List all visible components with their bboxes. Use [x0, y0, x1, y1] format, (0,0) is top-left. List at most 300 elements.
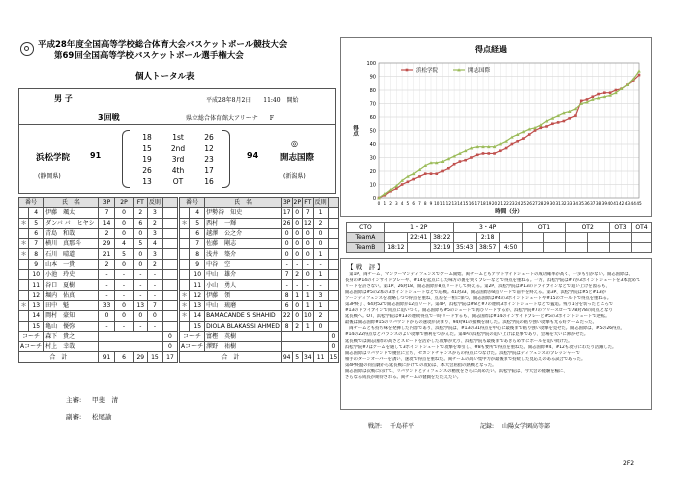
x-tick-label: 44 [630, 201, 636, 206]
page-number: 2F2 [623, 460, 635, 467]
player-name: 田中 魁 [44, 300, 99, 310]
col-3p: 3P [98, 198, 115, 208]
cto-label: CTO [347, 223, 385, 233]
legend-marker [406, 69, 409, 72]
player-fouls [328, 249, 339, 259]
cto-header-row [347, 223, 652, 233]
player-row [180, 259, 339, 269]
player-fouls [328, 259, 339, 269]
staff-row [19, 342, 178, 352]
period-score-b: 26 [204, 133, 214, 142]
col-2p: 2P [293, 199, 301, 207]
player-row [180, 270, 339, 280]
x-tick-label: 40 [607, 201, 613, 206]
player-name: 小池 玲史 [44, 270, 99, 280]
player-row [19, 208, 178, 218]
player-row [19, 218, 178, 228]
cto-cell [384, 233, 407, 243]
col-3p: 3P [282, 199, 291, 207]
x-tick-label: 2 [389, 201, 392, 206]
player-fouls [162, 208, 177, 218]
player-fouls [328, 300, 339, 310]
cto-cell [566, 233, 588, 243]
player-3p: 0 [292, 311, 302, 321]
data-point [637, 69, 641, 72]
x-tick-label: 37 [590, 201, 596, 206]
player-fouls [162, 321, 177, 331]
player-ft: 2 [147, 259, 162, 269]
player-2p: 6 [133, 218, 147, 228]
starter-mark: ＊ [180, 300, 190, 310]
period-label: 3rd [171, 155, 185, 164]
player-2p: 1 [302, 321, 313, 331]
player-points: 29 [98, 239, 115, 249]
player-fouls [162, 218, 177, 228]
player-points: 0 [281, 249, 292, 259]
x-tick-label: 39 [601, 201, 608, 206]
x-tick-label: 36 [584, 201, 590, 206]
cto-row [347, 243, 652, 253]
review-line: 最後は開志国際#15のリバウンドからの速攻が決まり、94対91の接戦を制した。浜松学院の粘り強い攻撃も光る好ゲームだった。 [345, 320, 597, 326]
staff-row [180, 342, 339, 352]
cto-cell [588, 233, 610, 243]
review-text [345, 272, 649, 409]
total-ft: 11 [313, 352, 328, 362]
x-tick-label: 32 [561, 201, 567, 206]
x-tick-label: 27 [532, 201, 538, 206]
chart-title: 得点経過 [475, 45, 507, 54]
x-tick-label: 3 [394, 201, 398, 206]
x-tick-label: 22 [503, 201, 509, 206]
player-row [180, 290, 339, 300]
staff-role: Aコーチ [20, 343, 43, 351]
starter-mark [180, 239, 190, 249]
period-row [136, 165, 220, 176]
player-name: 小山 勇人 [205, 280, 282, 290]
winner-mark: ◎ [291, 139, 298, 148]
data-point [487, 152, 490, 155]
player-fouls [328, 311, 339, 321]
period-row [136, 154, 220, 165]
player-row [19, 270, 178, 280]
total-label: 合 計 [19, 352, 99, 362]
data-point [516, 140, 519, 143]
col-name: 氏 名 [44, 198, 99, 208]
starter-mark [180, 249, 190, 259]
data-point [534, 129, 537, 132]
player-number: 4 [29, 208, 44, 218]
cto-cell: 38:22 [430, 233, 453, 243]
review-line [345, 405, 649, 409]
cto-cell [522, 233, 544, 243]
x-tick-label: 18 [480, 201, 486, 206]
player-number: 4 [190, 208, 205, 218]
player-ft: 7 [147, 300, 162, 310]
period-row [136, 176, 220, 187]
staff-role: コーチ [19, 331, 44, 341]
venue: 県立総合体育館大アリーナ F [186, 115, 274, 122]
staff-blank [281, 331, 328, 341]
team-b-name: 開志国際 [280, 153, 315, 163]
player-number: 6 [190, 228, 205, 238]
starter-mark: ＊ [180, 290, 190, 300]
team-a-total: 91 [90, 151, 102, 160]
player-points: 0 [281, 239, 292, 249]
staff-blank [98, 342, 162, 352]
player-name: 青島 和哉 [44, 228, 99, 238]
y-tick-label: 70 [369, 101, 376, 108]
data-point [574, 114, 577, 117]
player-fouls [162, 270, 177, 280]
stats-header-row [180, 198, 339, 208]
series-line [379, 75, 639, 198]
cto-half-2: 3・4P [453, 223, 522, 233]
player-fouls [328, 228, 339, 238]
player-name: DIOLA BLAKASSI AHMED [206, 322, 280, 330]
starter-mark: ＊ [19, 300, 29, 310]
staff-role: Aコーチ [181, 343, 204, 351]
col-extra [328, 198, 339, 208]
cto-cell [631, 243, 651, 253]
col-name: 氏 名 [205, 198, 282, 208]
staff-name: 澤野 祐樹 [205, 342, 282, 352]
player-points: 2 [98, 228, 115, 238]
title-line-2: 第69回全国高等学校バスケットボール選手権大会 [54, 51, 244, 61]
period-score-a: 18 [142, 133, 152, 142]
col-ft: FT [133, 198, 147, 208]
period-row [136, 132, 220, 143]
player-fouls [328, 321, 339, 331]
player-points: 21 [98, 249, 115, 259]
left-brace [122, 130, 130, 188]
starter-mark [180, 208, 190, 218]
x-tick-label: 12 [445, 201, 452, 206]
data-point [435, 172, 438, 175]
player-name: 伊藤 領 [205, 290, 282, 300]
cto-cell: 18:12 [384, 243, 407, 253]
player-3p: 0 [115, 218, 133, 228]
chief-referee: 甲斐 清 [92, 396, 118, 404]
player-row [180, 239, 339, 249]
x-tick-label: 6 [412, 201, 416, 206]
player-points: 17 [282, 209, 291, 217]
x-tick-label: 33 [566, 201, 573, 206]
data-point [568, 117, 571, 120]
player-fouls [328, 290, 339, 300]
player-number: 15 [190, 321, 205, 331]
starter-mark [180, 259, 190, 269]
x-tick-label: 38 [595, 201, 602, 206]
total-3p: 5 [292, 352, 302, 362]
player-name: BAMACANDE S SHAHID [205, 311, 282, 321]
starter-mark [19, 321, 29, 331]
player-ft: - [147, 290, 162, 300]
data-point [476, 154, 479, 157]
starter-mark [19, 228, 29, 238]
x-tick-label: 5 [406, 201, 410, 206]
player-fouls [162, 228, 177, 238]
y-tick-label: 100 [366, 61, 376, 67]
total-2p: 34 [303, 353, 312, 361]
player-number: 13 [190, 300, 205, 310]
date-time: 平成28年8月2日 11:40 開始 [206, 97, 299, 104]
y-tick-label: 90 [369, 74, 376, 81]
total-label: 合 計 [180, 352, 282, 362]
player-ft: 3 [147, 228, 162, 238]
total-fouls: 17 [162, 352, 177, 362]
player-3p: 0 [292, 228, 302, 238]
x-tick-label: 26 [526, 201, 532, 206]
player-3p: 0 [115, 208, 133, 218]
player-2p: 0 [133, 259, 147, 269]
review-line: リードを許さない。第1P、26対18、開志国際が8点リードして終える。第2P、浜松学院は#13のドライブインなどで追い上げを図るも、 [345, 284, 610, 290]
staff-blank [281, 342, 328, 352]
x-tick-label: 21 [497, 201, 504, 206]
period-score-b: 16 [204, 177, 214, 186]
player-number: 14 [190, 311, 205, 321]
total-row [19, 352, 178, 362]
player-name: 中山 琉磨 [205, 300, 282, 310]
round: 3回戦 [98, 113, 120, 122]
cto-cell: 32:19 [430, 243, 453, 253]
player-3p: 0 [292, 249, 302, 259]
x-tick-label: 28 [538, 201, 544, 206]
player-2p: 2 [133, 208, 147, 218]
col-number: 番号 [180, 198, 205, 208]
data-point [511, 143, 514, 146]
starter-mark [19, 259, 29, 269]
period-label: OT [172, 177, 184, 186]
player-row [180, 311, 339, 321]
player-2p: - [133, 270, 147, 280]
team-a-pref: (静岡県) [38, 173, 61, 180]
player-number: 9 [29, 259, 44, 269]
cto-cell [610, 243, 632, 253]
player-3p: 1 [292, 290, 302, 300]
player-2p: 1 [302, 300, 313, 310]
player-number: 14 [29, 311, 44, 321]
cto-cell [522, 243, 544, 253]
data-point [418, 175, 421, 178]
total-row [180, 352, 339, 362]
x-tick-label: 29 [543, 201, 550, 206]
player-ft: 1 [313, 270, 328, 280]
right-brace [222, 130, 230, 188]
player-name: 谷口 夏樹 [44, 280, 99, 290]
data-point [551, 122, 554, 125]
recorder-label: 記録: [480, 423, 495, 430]
writer: 千島祥平 [390, 423, 415, 430]
x-tick-label: 24 [514, 201, 521, 206]
data-point [401, 183, 404, 186]
player-points: 0 [98, 311, 115, 321]
cto-team: TeamB [347, 243, 385, 253]
player-number: 11 [190, 280, 205, 290]
chief-referee-label: 主審: [66, 396, 82, 404]
player-points: 6 [281, 300, 292, 310]
starter-mark: ＊ [19, 239, 29, 249]
period-scores [136, 132, 220, 187]
player-row [180, 321, 339, 331]
data-point [597, 93, 600, 96]
player-points: 8 [281, 290, 292, 300]
player-3p: 2 [292, 321, 302, 331]
data-point [407, 181, 410, 184]
cto-cell [407, 243, 430, 253]
y-tick-label: 20 [369, 169, 376, 175]
data-point [470, 156, 473, 159]
period-score-b: 12 [204, 144, 214, 153]
player-2p: 0 [133, 311, 147, 321]
player-points: 14 [98, 218, 115, 228]
col-extra [162, 198, 177, 208]
player-3p: 0 [292, 239, 302, 249]
player-number: 15 [29, 321, 44, 331]
player-number: 12 [190, 290, 205, 300]
player-points: - [281, 259, 292, 269]
data-point [563, 120, 566, 123]
x-tick-label: 8 [423, 201, 427, 206]
player-points: 26 [282, 219, 291, 227]
y-tick-label: 30 [369, 155, 376, 162]
player-ft: 0 [313, 321, 328, 331]
cto-ot3: OT3 [610, 223, 632, 233]
player-3p: 5 [115, 249, 133, 259]
x-tick-label: 14 [457, 201, 463, 206]
cto-half-1: 1・2P [384, 223, 453, 233]
player-row [180, 249, 339, 259]
player-row [180, 208, 339, 218]
player-fouls [162, 300, 177, 310]
staff-fouls: 0 [328, 331, 339, 341]
player-ft: - [147, 280, 162, 290]
data-point [539, 127, 542, 130]
data-point [638, 74, 641, 77]
data-point [522, 137, 525, 140]
period-row [136, 143, 220, 154]
review-line: 長身の#14のインサイドプレーや、#14を起点にした味方の裏を突くプレーなどで得点を重ねる。一方、浜松学院は#7が3ポイントシュートを3本沈めて [345, 278, 641, 284]
y-tick-label: 80 [369, 88, 376, 94]
player-ft: 3 [147, 208, 162, 218]
player-fouls [162, 239, 177, 249]
data-point [499, 149, 502, 152]
player-fouls [328, 239, 339, 249]
player-row [19, 311, 178, 321]
player-row [19, 228, 178, 238]
review-line: #13のドライブインで同点に追いつく。開志国際も#5のシュートで再びリードするが、浜松学院#7のフリースローで78対78の同点となり [345, 308, 613, 314]
staff-fouls: 0 [328, 342, 339, 352]
cto-ot4: OT4 [631, 223, 651, 233]
total-2p: 29 [133, 352, 147, 362]
player-row [180, 228, 339, 238]
y-tick-label: 40 [369, 142, 376, 148]
starter-mark [180, 321, 190, 331]
player-fouls [162, 280, 177, 290]
x-tick-label: 42 [618, 201, 625, 206]
player-name: 堀内 佑真 [44, 290, 99, 300]
x-tick-label: 43 [624, 201, 631, 206]
review-line: 第3P終了、64対52で開志国際が12点リード。第4P、浜松学院は#8と#7の連続3ポイントシュートなどで猛追。残り1分を切ったところで [345, 302, 614, 308]
cto-row [347, 233, 652, 243]
y-tick-label: 10 [369, 182, 376, 189]
data-point [459, 160, 462, 163]
player-3p: 2 [292, 270, 302, 280]
review-line: 開志国際は#5の2本の3ポイントシュートなどで応戦。41対33、開志国際が8点リードで前半を終える。第3P、浜松学院は#5と#13が [345, 290, 606, 296]
total-points: 94 [282, 353, 291, 361]
period-score-b: 17 [204, 166, 214, 175]
player-ft: 0 [313, 228, 328, 238]
player-fouls [162, 249, 177, 259]
data-point [424, 172, 427, 175]
player-ft: 2 [313, 311, 328, 321]
data-point [412, 178, 415, 181]
review-line: 相手のターンオーバーを誘い、速攻で得点を重ねた。両チームの高い集中力が最後まで持続した見応えのある試合であった。 [345, 356, 586, 362]
player-name: ダンバ バ ヒヤシ [44, 218, 99, 228]
score-progress-chart [341, 38, 653, 218]
player-row [19, 249, 178, 259]
title-line-1: 平成28年度全国高等学校総合体育大会バスケットボール競技大会 [38, 40, 288, 50]
player-points: 7 [281, 270, 292, 280]
game-info-divider [18, 124, 336, 125]
stats-header-row [19, 198, 178, 208]
x-tick-label: 10 [434, 201, 440, 206]
review-line: #14の22得点などバランスのよい攻撃で勝利をつかんだ。第4Pの浜松学院の追い上げは見事であり、会場を大いに沸かせた。 [345, 332, 589, 338]
player-fouls [328, 218, 339, 228]
period-score-a: 19 [142, 155, 152, 164]
player-points: 33 [98, 300, 115, 310]
total-points: 91 [98, 352, 115, 362]
umpire: 松尾諭 [92, 413, 112, 421]
player-fouls [328, 208, 339, 218]
review-line: 浜松学院#7はゲームを通して3ポイントシュートで攻撃を牽引し、#8も要所で得点を重ねた。開志国際#4、#12も攻守にわたり活躍した。 [345, 344, 617, 350]
player-points: 22 [282, 312, 291, 320]
staff-name: 森下 貴之 [44, 331, 99, 341]
player-2p: 7 [302, 208, 313, 218]
player-3p: - [115, 321, 133, 331]
data-point [453, 163, 456, 166]
player-number: 10 [29, 270, 44, 280]
player-2p: 10 [303, 312, 312, 320]
player-number: 7 [190, 239, 205, 249]
col-ft: FT [304, 199, 312, 207]
player-ft: 1 [313, 300, 328, 310]
x-tick-label: 25 [520, 201, 527, 206]
player-3p: 0 [292, 218, 302, 228]
x-tick-label: 31 [555, 201, 561, 206]
starter-mark: ＊ [19, 249, 29, 259]
data-point [505, 147, 508, 150]
player-number: 5 [29, 218, 44, 228]
player-row [180, 300, 339, 310]
player-2p: 5 [133, 239, 147, 249]
player-row [19, 259, 178, 269]
cto-cell: 2:18 [476, 233, 499, 243]
starter-mark [19, 208, 29, 218]
y-axis-label: 得点 [352, 125, 358, 136]
team-a-stats-table [18, 197, 178, 363]
cto-cell [544, 233, 566, 243]
period-score-b: 23 [204, 155, 214, 164]
player-ft: - [147, 321, 162, 331]
player-row [180, 280, 339, 290]
recorder: 山陽女学園高等部 [502, 423, 551, 430]
player-points: - [98, 321, 115, 331]
umpire-label: 副審: [66, 413, 82, 421]
col-2p: 2P [115, 198, 133, 208]
player-points: 2 [98, 259, 115, 269]
x-tick-label: 34 [572, 201, 579, 206]
cto-cell: 35:43 [453, 243, 476, 253]
